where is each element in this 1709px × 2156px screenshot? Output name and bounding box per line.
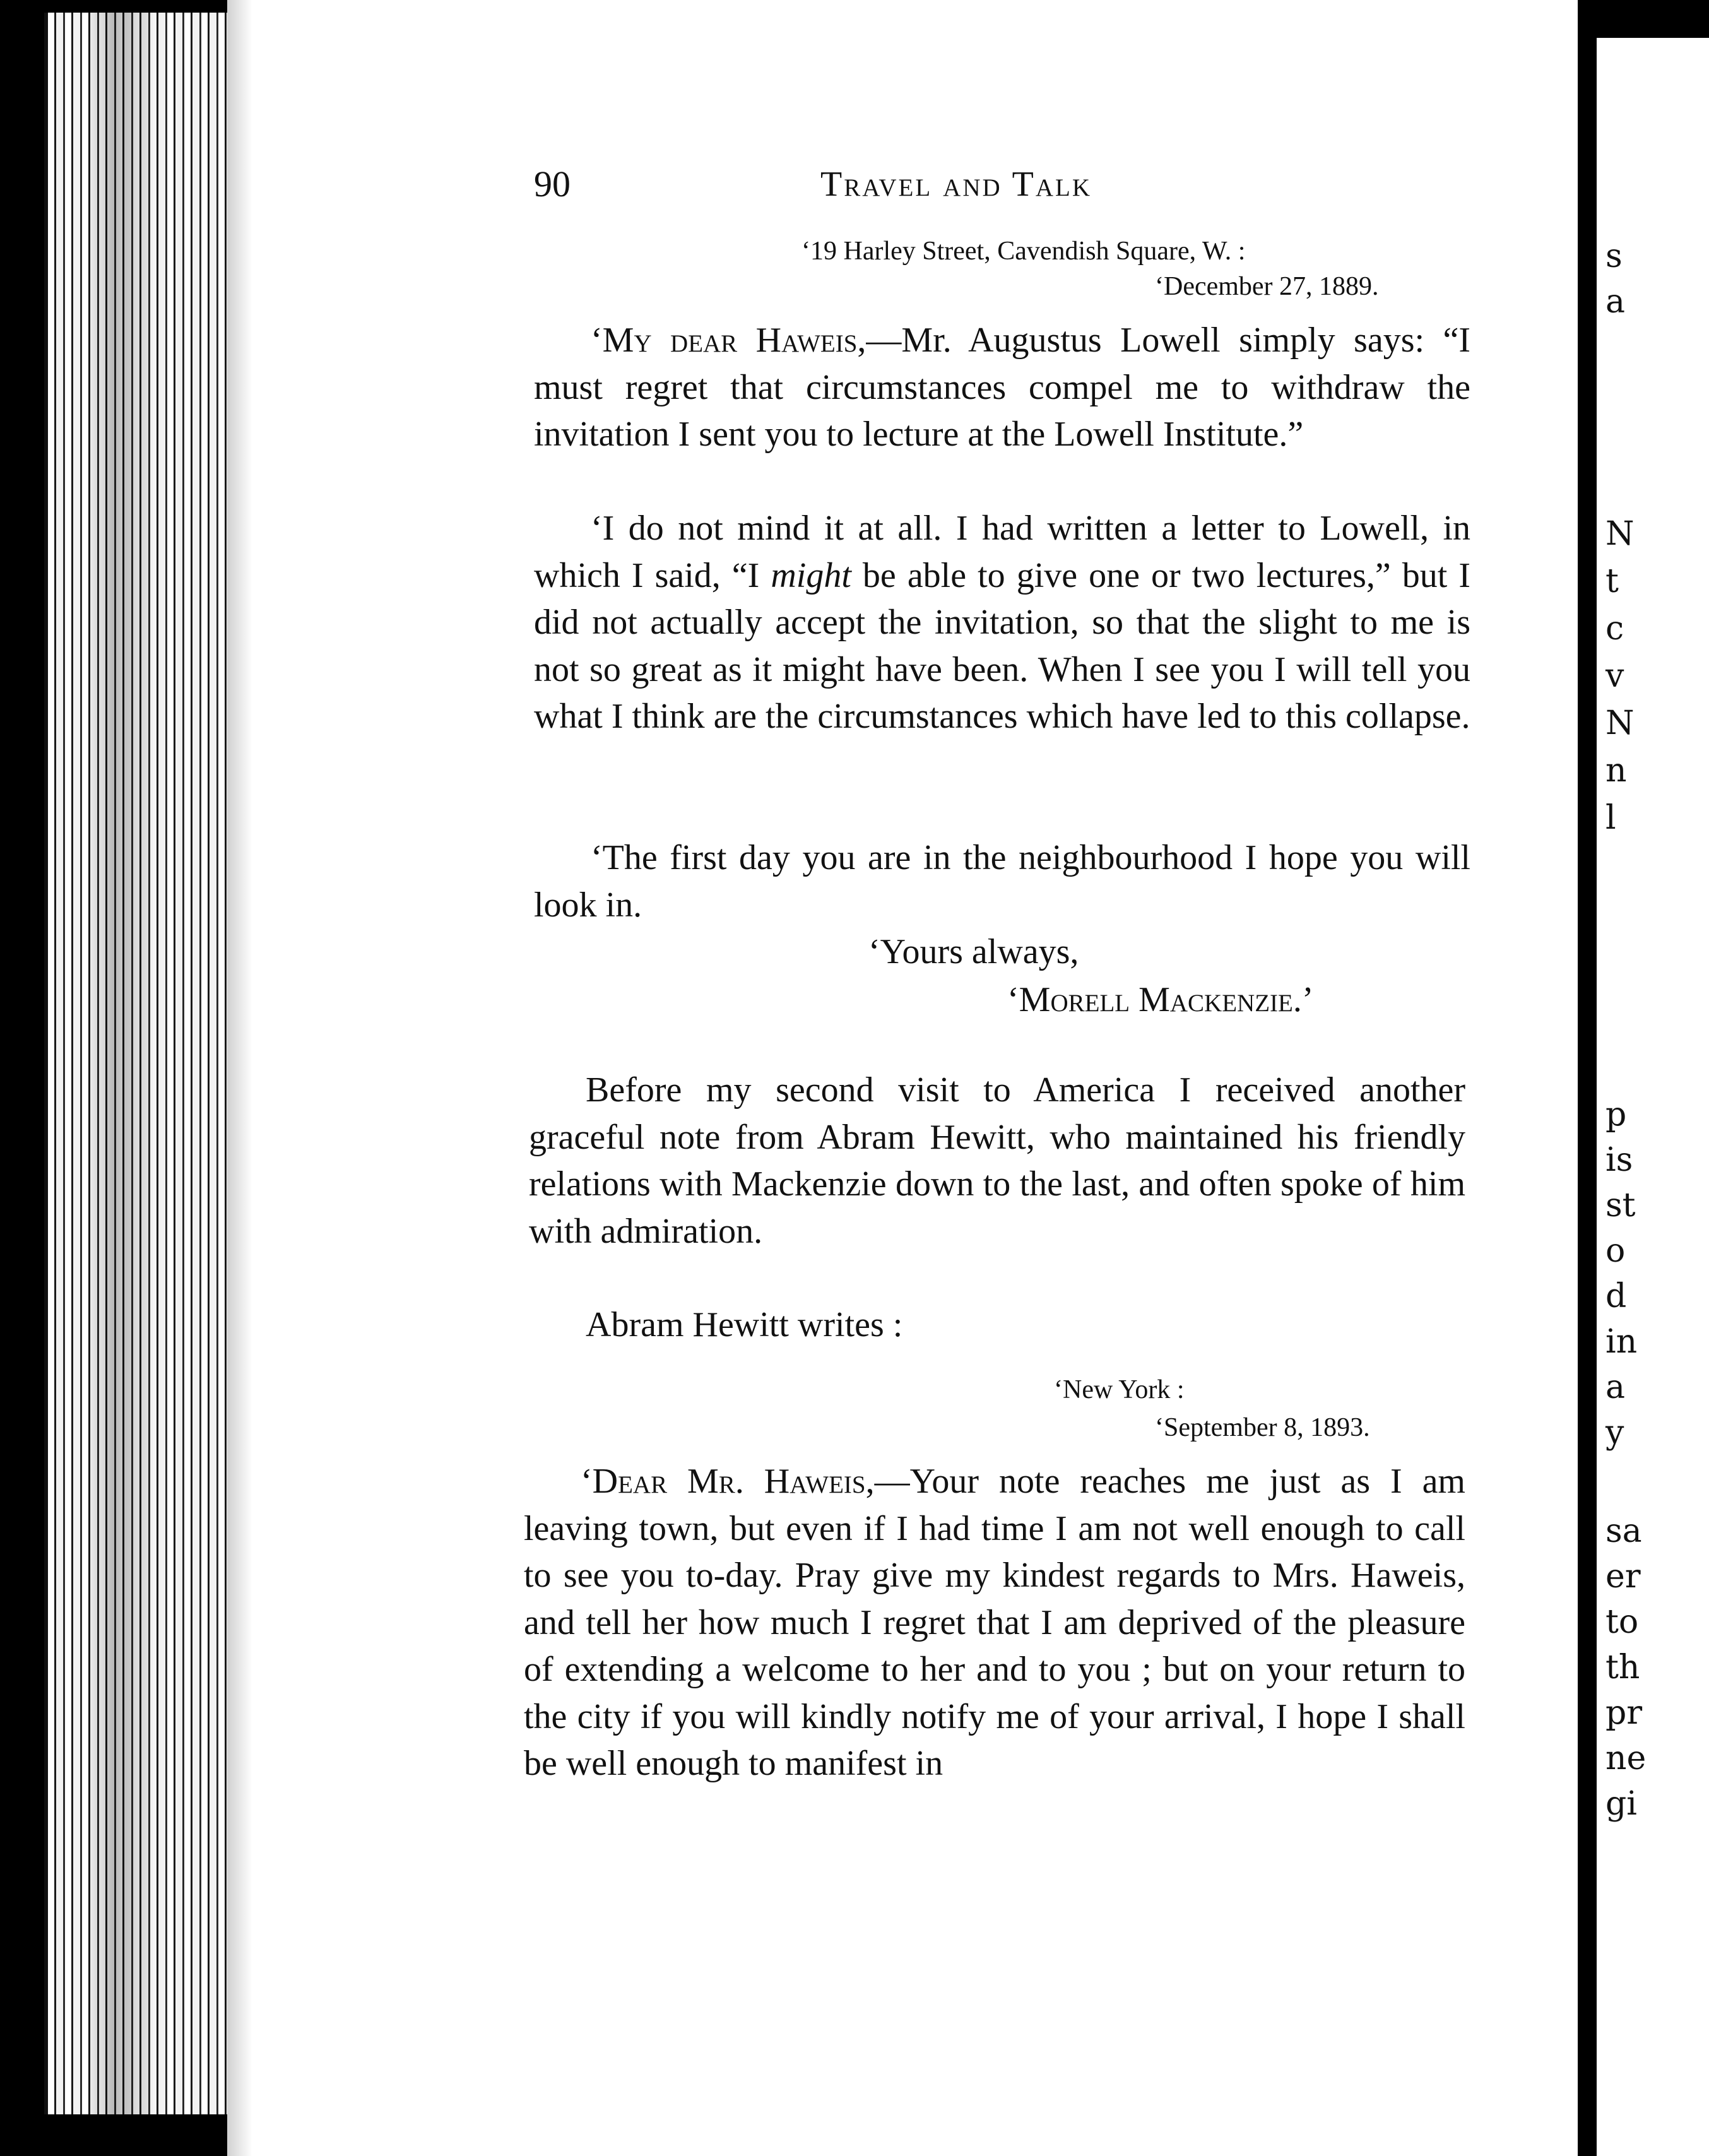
letter1-paragraph-3: ‘The first day you are in the neighbourhood I hope you will look in. xyxy=(534,838,1470,925)
letter1-p2-emphasis: might xyxy=(771,555,851,595)
right-fragment: N xyxy=(1606,515,1635,553)
letter2-address: ‘New York : xyxy=(1054,1375,1185,1404)
page-number: 90 xyxy=(534,163,571,204)
letter1-signature: ‘Morell Mackenzie.’ xyxy=(1007,980,1314,1019)
right-fragment: gi xyxy=(1606,1785,1637,1823)
letter1-paragraph-2 xyxy=(534,505,1470,740)
letter1-p2-end: be able to give one or two lectures,” but I did not actually accept the invitation, so that the slight to me is not so great as it might have been. When I see you I will tell you what I think are the circumstances which have led to this collapse. xyxy=(534,555,1470,736)
right-fragment: in xyxy=(1606,1323,1638,1361)
page-edges xyxy=(44,13,256,2114)
page-shadow xyxy=(227,0,252,2156)
right-fragment: is xyxy=(1606,1141,1633,1179)
letter1-date: ‘December 27, 1889. xyxy=(1155,272,1379,301)
letter1-closing: ‘Yours always, xyxy=(868,932,1079,971)
narrative-paragraph-1: Before my second visit to America I received another graceful note from Abram Hewitt, who maintained his friendly relations with Mackenzie down to the last, and often spoke of him with admiration. xyxy=(529,1070,1465,1251)
letter2-p1-text: —Your note reaches me just as I am leaving town, but even if I had time I am not well enough to call to see you to-day. Pray give my kindest regards to Mrs. Haweis, and tell her how much I regret that I am deprived of the pleasure of extending a welcome to her and to you ; but on your return to the city if you will kindly notify me of your arrival, I hope I shall be well enough to manifest in xyxy=(524,1462,1465,1783)
letter1-p2-start: ‘I do not mind it at all. I had written a letter to Lowell, in which I said, “I xyxy=(534,509,1470,595)
gutter xyxy=(1583,0,1592,2156)
letter1-p1-text: —Mr. Augustus Lowell simply says: “I must regret that circumstances compel me to withdraw the invitation I sent you to lecture at the Lowell Institute.” xyxy=(534,321,1470,454)
running-head: Travel and Talk xyxy=(820,165,1092,204)
right-fragment: n xyxy=(1606,752,1627,790)
letter2-paragraph-1 xyxy=(524,1458,1465,1787)
right-page-fragment xyxy=(1597,38,1709,2156)
right-fragment: d xyxy=(1606,1277,1627,1315)
right-fragment: s xyxy=(1606,237,1623,275)
page-header xyxy=(534,163,1436,213)
narrative-paragraph-2: Abram Hewitt writes : xyxy=(586,1305,903,1344)
letter2-salutation: ‘Dear Mr. Haweis, xyxy=(581,1462,875,1501)
right-fragment: y xyxy=(1606,1414,1624,1452)
right-fragment: sa xyxy=(1606,1512,1642,1550)
right-fragment: o xyxy=(1606,1232,1626,1270)
right-fragment: a xyxy=(1606,1368,1626,1406)
right-fragment: ne xyxy=(1606,1739,1647,1777)
right-fragment: st xyxy=(1606,1187,1636,1224)
letter2-date: ‘September 8, 1893. xyxy=(1155,1413,1370,1442)
right-fragment: to xyxy=(1606,1603,1639,1641)
letter1-salutation: ‘My dear Haweis, xyxy=(591,321,866,360)
right-fragment: v xyxy=(1606,657,1624,695)
right-fragment: N xyxy=(1606,704,1635,742)
right-fragment: t xyxy=(1606,562,1619,600)
letter1-address: ‘19 Harley Street, Cavendish Square, W. : xyxy=(801,237,1246,266)
right-fragment: l xyxy=(1606,799,1616,837)
letter1-paragraph-1 xyxy=(534,317,1470,458)
right-fragment: th xyxy=(1606,1649,1640,1686)
right-fragment: er xyxy=(1606,1558,1641,1596)
right-fragment: p xyxy=(1606,1096,1627,1134)
right-fragment: a xyxy=(1606,283,1626,321)
right-fragment: c xyxy=(1606,610,1624,648)
right-fragment: pr xyxy=(1606,1694,1643,1732)
